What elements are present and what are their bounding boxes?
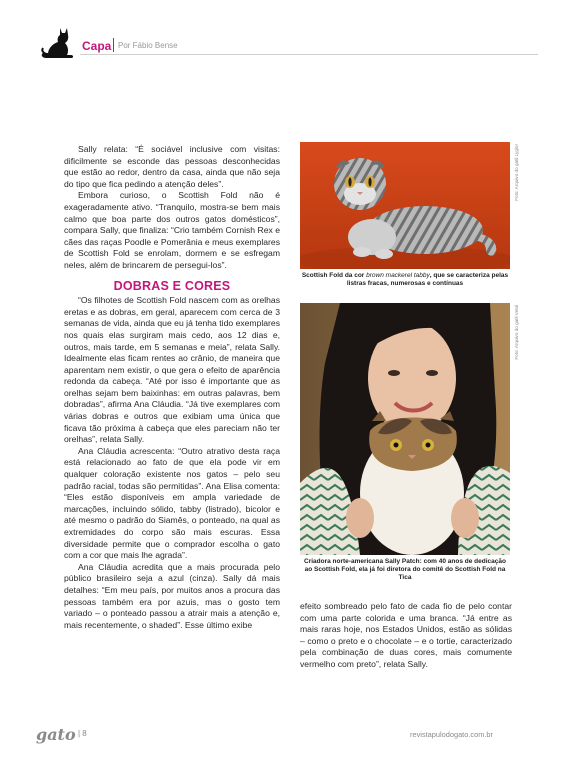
paragraph: Embora curioso, o Scottish Fold não é exageradamente ativo. “Tranquilo, mostra-se bem mais calmo que boa parte dos outros gatos domésticos”, compara Sally, que finaliza: “Crio também Cornish Rex e cães das raças Poodle e Pomerânia e meus exemplares de Scottish Fold se enrolam, dormem e se esfregam neles, além de brincarem de persegui-los”. <box>64 190 280 270</box>
header-separator <box>113 38 114 52</box>
paragraph: Ana Cláudia acrescenta: “Outro atrativo desta raça está relacionado ao fato de que ela pode vir em qualquer coloração existente nos gatos – pelo seu padrão racial, todas são permitidas”. Ana Elisa comenta: “Eles estão disponíveis em ampla variedade de marcações, incluindo sólido, tabby (listrado), bicolor e até mesmo o padrão do Siamês, o ponteado, na qual as extremidades do corpo são mais escuras. Essa diversidade permite que o comprador escolha o gato com a cor que mais lhe agrada”. <box>64 445 280 561</box>
article-left-column <box>64 144 280 631</box>
header-rule <box>80 54 538 55</box>
photo-credit: Foto: Arquivo do gatil Lyglor <box>514 144 519 201</box>
photo-caption: Scottish Fold da cor brown mackerel tabby, que se caracteriza pelas listras fracas, numerosas e contínuas <box>301 272 509 288</box>
paragraph: efeito sombreado pelo fato de cada fio de pelo contar com uma parte colorida e uma branca. “Já entre as mais raras hoje, nos Estados Unidos, estão as sólidas – como o preto e o chocolate – e o tortie, caracterizado pela combinação de duas cores, mais comumente vermelho com preto”, relata Sally. <box>300 601 512 669</box>
paragraph: “Os filhotes de Scottish Fold nascem com as orelhas eretas e as dobras, em geral, aparecem com cerca de 3 semanas de vida, ainda que eu já tenha tido exemplares nos quais elas surgiram mais cedo, aos 12 dias e, outros, mais tarde, em 5 semanas e meia”, relata Sally. Idealmente elas ficam rentes ao crânio, de maneira que aparentam nem existir, o que gera o efeito de aparência redonda da cabeça. “Até por isso é importante que as orelhas sejam bem baixinhas: em outras palavras, bem dobradas”, afirma Ana Cláudia. “Já tive exemplares com várias dobras e outros que exibiam uma única que ficava tão próxima à cabeça que eles pareciam não ter orelhas”, relata Sally. <box>64 295 280 445</box>
tabby-cat-illustration <box>300 142 510 269</box>
section-heading: DOBRAS E CORES <box>113 278 231 293</box>
page-number: | 8 <box>78 729 87 738</box>
website-url: revistapulodogato.com.br <box>410 730 493 739</box>
gato-logo <box>36 724 76 744</box>
photo-caption: Criadora norte-americana Sally Patch: com 40 anos de dedicação ao Scottish Fold, ela já foi diretora do comitê do Scottish Fold na Tica <box>304 558 506 582</box>
woman-cat-illustration <box>300 303 510 555</box>
svg-text:gato: gato <box>36 725 76 744</box>
article-right-column <box>300 601 512 671</box>
photo-credit: Foto: Arquivo do gatil Vetal <box>514 305 519 360</box>
paragraph: Ana Cláudia acredita que a mais procurada pelo público brasileiro seja a azul (cinza). Sally dá mais detalhes: “Em meu país, por muitos anos a procura das pessoas também era por azuis, mas o gosto tem variado – o ponteado passou a atrair mais a atenção e, mais recentemente, o shaded”. Esse último exibe <box>64 561 280 630</box>
author-byline: Por Fábio Bense <box>118 41 178 50</box>
section-title: Capa <box>82 39 112 53</box>
photo-sally-patch-with-cat <box>300 303 510 555</box>
cat-silhouette-icon <box>38 24 76 62</box>
photo-scottish-fold-tabby <box>300 142 510 269</box>
paragraph: Sally relata: “É sociável inclusive com visitas: dificilmente se esconde das pessoas desconhecidas que estão ao redor, dentro da casa, ainda que não seja do tipo que fica pedindo a atenção deles”. <box>64 144 280 189</box>
